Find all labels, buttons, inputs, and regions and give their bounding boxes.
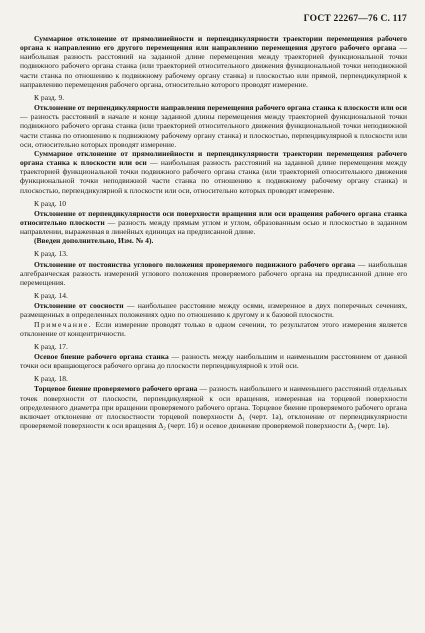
term: Осевое биение рабочего органа станка — [34, 352, 169, 361]
definition-text: — наибольшее расстояние между осями, измеренное в двух поперечных сечениях, размещенных в определенных положениях одно по отношению к другому и к базовой плоскости. — [20, 301, 408, 320]
definition-text: — разность расстояний в начале и конце заданной длины перемещения между траекторией функциональной точки подвижного рабочего органа станка (или траекторией относительного движения функциональной точки неподвижной части станка по отношению к подвижному рабочему органу станка) и плоскостью, перпендикулярной к плоскости или оси, относительно которых проводят измерение. — [20, 112, 407, 149]
section-reference: К разд. 14. — [34, 291, 68, 301]
definition-paragraph — [20, 260, 407, 287]
section-reference: К разд. 9. — [34, 92, 65, 102]
definition-text: — наибольшая разность расстояний на заданной длине перемещения между траекторией функциональной точки подвижного рабочего органа станка (или траекторией относительного движения функциональной точки неподвижной части станка по отношению к подвижному рабочему органу станка) и плоскостью, перпендикулярной к плоскости или оси, относительно которых проводят измерение. — [20, 158, 408, 195]
section-reference: К разд. 10 — [34, 198, 67, 208]
definition-text: — разность между наибольшим и наименьшим расстоянием от данной точки оси вращающегося рабочего органа до плоскости перпендикулярной к этой оси. — [20, 352, 407, 371]
note-lead: Примечание. — [34, 319, 93, 329]
definition-text: — наибольшая разность расстояний на заданной длине перемещения между траекторией функциональной точки подвижного рабочего органа станка (или траекторией относительного движения функциональной точки неподвижной части станка по отношению к подвижному рабочему органу станка) и плоскостью или прямой, перпендикулярной к направлению перемещения рабочего органа, относительно которого проводят измерение. — [20, 43, 407, 89]
term: (Введен дополнительно, Изм. № 4). — [34, 236, 154, 246]
section-reference: К разд. 13. — [34, 249, 68, 259]
term: Суммарное отклонение от прямолинейности и перпендикулярности траектории перемещения рабочего органа станка к плоскости или оси — [20, 148, 407, 168]
definition-paragraph — [20, 149, 407, 195]
term: Отклонение от перпендикулярности оси поверхности вращения или оси вращения рабочего органа станка относительно плоскости — [20, 208, 407, 227]
term: Отклонение от постоянства углового положения проверяемого подвижного рабочего органа — [34, 259, 356, 269]
page-header: ГОСТ 22267—76 С. 117 — [303, 14, 407, 24]
term: Отклонение от перпендикулярности направления перемещения рабочего органа станка к плоскости или оси — [34, 103, 407, 113]
definition-paragraph — [20, 103, 407, 149]
definition-paragraph — [20, 236, 407, 245]
definition-paragraph — [20, 34, 407, 89]
definition-paragraph — [20, 384, 407, 430]
definition-paragraph — [20, 301, 407, 319]
definition-text: — разность между прямым углом и углом, образованным осью и плоскостью в заданном направлении, выраженная в линейных единицах на предписанной длине. — [20, 217, 408, 237]
note-paragraph — [20, 320, 407, 338]
definition-text: — разность наибольшего и наименьшего расстояний отдельных точек поверхности от плоскости, перпендикулярной к оси вращения, измеренная на торцевой поверхности определенного диаметра при вращении проверяемого рабочего органа. Торцевое биение проверяемого рабочего органа включает отклонение от плоскостности торцевой поверхности Δ₁ (черт. 1а), отклонение от перпендикулярности проверяемой поверхности к оси вращения Δ₂ (черт. 1б) и осевое движение проверяемой поверхности Δ₃ (черт. 1в). — [20, 384, 407, 431]
term: Отклонение от соосности — [34, 301, 124, 311]
section-reference: К разд. 18. — [34, 374, 68, 384]
definition-paragraph — [20, 352, 407, 370]
definition-text: — наибольшая алгебраическая разность измерений углового положения проверяемого рабочего органа на предписанной длине его перемещения. — [20, 259, 407, 287]
term: Торцевое биение проверяемого рабочего органа — [34, 384, 198, 394]
note-text: Если измерение проводят только в одном сечении, то результатом этого измерения является отклонение от концентричности. — [20, 319, 407, 338]
section-reference: К разд. 17. — [34, 341, 68, 351]
definition-paragraph — [20, 209, 407, 236]
document-body — [20, 34, 407, 430]
term: Суммарное отклонение от прямолинейности и перпендикулярности траектории перемещения рабочего органа к направлению его другого перемещения или направлению перемещения другого рабочего органа — [20, 34, 407, 53]
